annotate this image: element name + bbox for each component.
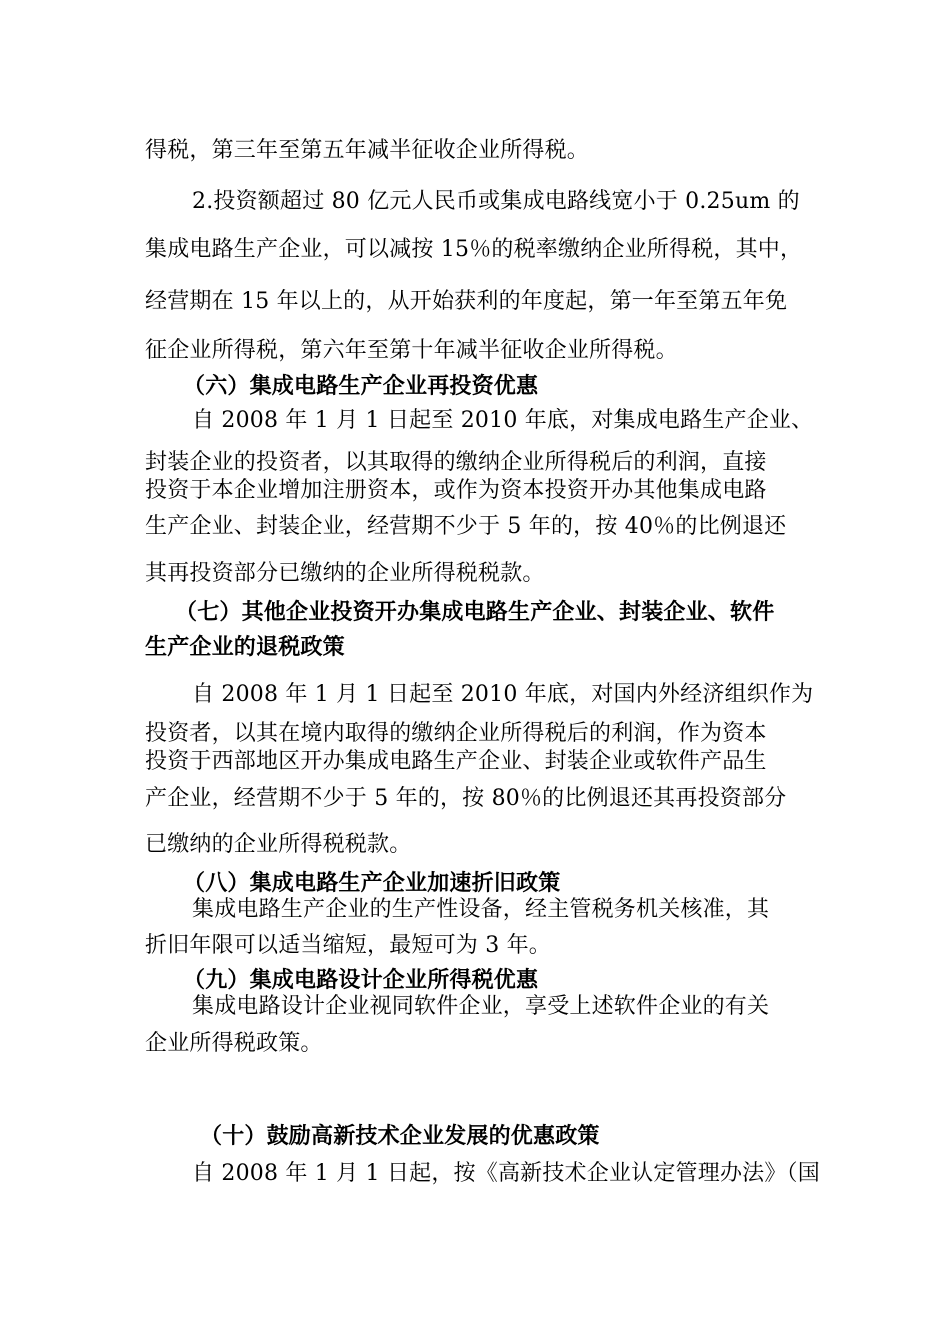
section10-heading: （十）鼓励高新技术企业发展的优惠政策 <box>200 1123 600 1149</box>
section7-paragraph-line: 自 2008 年 1 月 1 日起至 2010 年底，对国内外经济组织作为 <box>192 682 814 707</box>
section8-heading: （八）集成电路生产企业加速折旧政策 <box>183 870 561 896</box>
item2-paragraph-line: 集成电路生产企业，可以减按 15％的税率缴纳企业所得税，其中， <box>145 237 803 262</box>
section7-paragraph-line: 已缴纳的企业所得税税款。 <box>145 832 412 857</box>
section9-heading: （九）集成电路设计企业所得税优惠 <box>183 967 539 993</box>
section6-paragraph-line: 投资于本企业增加注册资本，或作为资本投资开办其他集成电路 <box>145 478 767 503</box>
item2-paragraph-line: 经营期在 15 年以上的，从开始获利的年度起，第一年至第五年免 <box>145 289 788 314</box>
section8-paragraph-line: 集成电路生产企业的生产性设备，经主管税务机关核准，其 <box>192 897 770 922</box>
section6-heading: （六）集成电路生产企业再投资优惠 <box>183 373 539 399</box>
section7-heading: （七）其他企业投资开办集成电路生产企业、封装企业、软件 <box>175 599 775 625</box>
item2-paragraph-line: 征企业所得税，第六年至第十年减半征收企业所得税。 <box>145 338 678 363</box>
intro-paragraph-line: 得税，第三年至第五年减半征收企业所得税。 <box>145 138 590 163</box>
section10-paragraph-line: 自 2008 年 1 月 1 日起，按《高新技术企业认定管理办法》（国 <box>192 1161 820 1186</box>
section7-paragraph-line: 产企业，经营期不少于 5 年的，按 80％的比例退还其再投资部分 <box>145 786 787 811</box>
section6-paragraph-line: 封装企业的投资者，以其取得的缴纳企业所得税后的利润，直接 <box>145 450 767 475</box>
section7-paragraph-line: 投资于西部地区开办集成电路生产企业、封装企业或软件产品生 <box>145 749 767 774</box>
section9-paragraph-line: 企业所得税政策。 <box>145 1031 323 1056</box>
section7-paragraph-line: 投资者，以其在境内取得的缴纳企业所得税后的利润，作为资本 <box>145 721 767 746</box>
section8-paragraph-line: 折旧年限可以适当缩短，最短可为 3 年。 <box>145 933 551 958</box>
section6-paragraph-line: 生产企业、封装企业，经营期不少于 5 年的，按 40％的比例退还 <box>145 514 787 539</box>
section6-paragraph-line: 自 2008 年 1 月 1 日起至 2010 年底，对集成电路生产企业、 <box>192 408 814 433</box>
item2-paragraph-line: 2.投资额超过 80 亿元人民币或集成电路线宽小于 0.25um 的 <box>192 189 800 214</box>
section6-paragraph-line: 其再投资部分已缴纳的企业所得税税款。 <box>145 561 545 586</box>
section7-heading: 生产企业的退税政策 <box>145 634 345 660</box>
section9-paragraph-line: 集成电路设计企业视同软件企业，享受上述软件企业的有关 <box>192 994 770 1019</box>
